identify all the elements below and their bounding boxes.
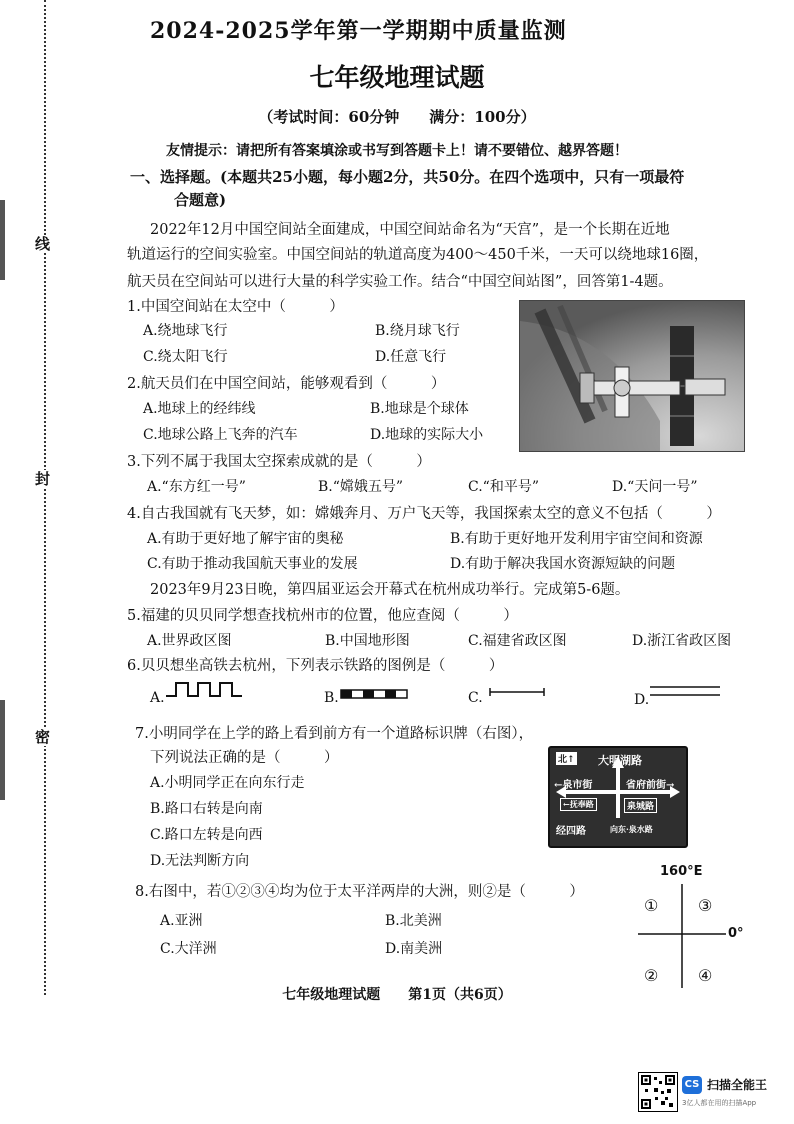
sign-north: 北↑: [556, 752, 577, 765]
option-6c: C.: [468, 690, 483, 706]
sign-center-road: 泉城路: [624, 798, 657, 813]
option-5b: B.中国地形图: [325, 633, 410, 649]
scanner-app-name: 扫描全能王: [707, 1078, 768, 1092]
option-6d: D.: [634, 692, 650, 708]
binding-mark-xian: 线: [35, 235, 51, 253]
option-2d: D.地球的实际大小: [370, 427, 484, 443]
question-4-stem: 4.自古我国就有飞天梦，如：嫦娥奔月、万户飞天等，我国探索太空的意义不包括（ ）: [127, 506, 721, 522]
binding-mark-feng: 封: [35, 470, 51, 488]
space-station-photo: [519, 300, 745, 452]
option-5a: A.世界政区图: [147, 633, 232, 649]
continent-grid-figure: [630, 862, 760, 992]
road-sign-figure: [548, 746, 688, 848]
passage-line: 2022年12月中国空间站全面建成，中国空间站命名为“天宫”，是一个长期在近地: [150, 222, 670, 238]
option-3c: C.“和平号”: [468, 479, 539, 495]
binding-mark-mi: 密: [35, 728, 51, 746]
option-7a: A.小明同学正在向东行走: [150, 775, 305, 791]
camscanner-logo-icon: CS: [682, 1076, 702, 1094]
sign-left-road: ←泉市街: [554, 780, 593, 791]
option-4b: B.有助于更好地开发利用宇宙空间和资源: [450, 531, 703, 547]
option-3a: A.“东方红一号”: [147, 479, 246, 495]
option-1c: C.绕太阳飞行: [143, 349, 228, 365]
sign-top-road: 大明湖路: [598, 754, 642, 767]
scan-edge: [0, 200, 5, 280]
option-3b: B.“嫦娥五号”: [318, 479, 404, 495]
space-station-illustration: [520, 301, 744, 451]
option-1a: A.绕地球飞行: [143, 323, 228, 339]
option-8a: A.亚洲: [160, 913, 203, 929]
option-1b: B.绕月球飞行: [375, 323, 460, 339]
option-2c: C.地球公路上飞奔的汽车: [143, 427, 298, 443]
option-8b: B.北美洲: [385, 913, 442, 929]
section-title: [130, 166, 685, 212]
qr-code-icon: [638, 1072, 678, 1112]
option-6a: A.: [150, 690, 165, 706]
option-8d: D.南美洲: [385, 941, 443, 957]
continent-3: ③: [698, 896, 713, 915]
option-7d: D.无法判断方向: [150, 853, 250, 869]
question-3-stem: 3.下列不属于我国太空探索成就的是（ ）: [127, 454, 431, 470]
page-footer: 七年级地理试题 第1页（共6页）: [282, 987, 512, 1003]
friendly-tip: 友情提示：请把所有答案填涂或书写到答题卡上！请不要错位、越界答题！: [166, 143, 628, 159]
exam-info: （考试时间：60分钟 满分：100分）: [258, 108, 536, 126]
option-6b: B.: [324, 690, 339, 706]
option-1d: D.任意飞行: [375, 349, 447, 365]
option-7b: B.路口右转是向南: [150, 801, 263, 817]
passage-2: 2023年9月23日晚，第四届亚运会开幕式在杭州成功举行。完成第5-6题。: [150, 582, 630, 598]
meridian-label: 160°E: [660, 864, 703, 879]
section-title-line2: 合题意): [174, 191, 227, 209]
option-4a: A.有助于更好地了解宇宙的奥秘: [147, 531, 344, 547]
section-title-line1: 一、选择题。(本题共25小题，每小题2分，共50分。在四个选项中，只有一项最符: [130, 168, 685, 186]
question-7-stem-line2: 下列说法正确的是（ ）: [150, 750, 339, 766]
option-7c: C.路口左转是向西: [150, 827, 263, 843]
qr-pattern: [639, 1073, 677, 1111]
legend-railway-symbol: [340, 688, 408, 700]
exam-subject-title: 七年级地理试题: [309, 63, 485, 92]
question-8-stem: 8.右图中，若①②③④均为位于太平洋两岸的大洲，则②是（ ）: [135, 884, 584, 900]
sign-inner-left: ←抚奉路: [560, 798, 597, 811]
scan-edge: [0, 700, 5, 800]
continent-1: ①: [644, 896, 659, 915]
scanner-tagline: 3亿人都在用的扫描App: [682, 1099, 757, 1107]
equator-label: 0°: [728, 926, 744, 941]
passage-line: 轨道运行的空间实验室。中国空间站的轨道高度为400～450千米，一天可以绕地球16圈，: [127, 247, 709, 263]
legend-double-line-symbol: [650, 684, 720, 698]
legend-road-symbol: [488, 686, 546, 698]
question-1-stem: 1.中国空间站在太空中（ ）: [127, 299, 344, 315]
continent-2: ②: [644, 966, 659, 985]
option-5c: C.福建省政区图: [468, 633, 567, 649]
option-2a: A.地球上的经纬线: [143, 401, 256, 417]
question-6-stem: 6.贝贝想坐高铁去杭州，下列表示铁路的图例是（ ）: [127, 658, 504, 674]
sign-right-road: 省府前街→: [626, 780, 675, 791]
question-5-stem: 5.福建的贝贝同学想查找杭州市的位置，他应查阅（ ）: [127, 608, 518, 624]
question-2-stem: 2.航天员们在中国空间站，能够观看到（ ）: [127, 376, 446, 392]
legend-boundary-symbol: [166, 680, 244, 700]
passage-line: 航天员在空间站可以进行大量的科学实验工作。结合“中国空间站图”，回答第1-4题。: [127, 274, 673, 290]
option-5d: D.浙江省政区图: [632, 633, 732, 649]
exam-title: 2024-2025学年第一学期期中质量监测: [150, 18, 567, 44]
option-8c: C.大洋洲: [160, 941, 217, 957]
option-2b: B.地球是个球体: [370, 401, 469, 417]
option-3d: D.“天问一号”: [612, 479, 698, 495]
sign-bottom-left: 经四路: [556, 826, 586, 837]
option-4d: D.有助于解决我国水资源短缺的问题: [450, 556, 676, 572]
question-7-stem: 7.小明同学在上学的路上看到前方有一个道路标识牌（右图），: [135, 726, 534, 742]
sign-bottom-right: 向东·泉水路: [610, 824, 653, 834]
option-4c: C.有助于推动我国航天事业的发展: [147, 556, 358, 572]
continent-4: ④: [698, 966, 713, 985]
